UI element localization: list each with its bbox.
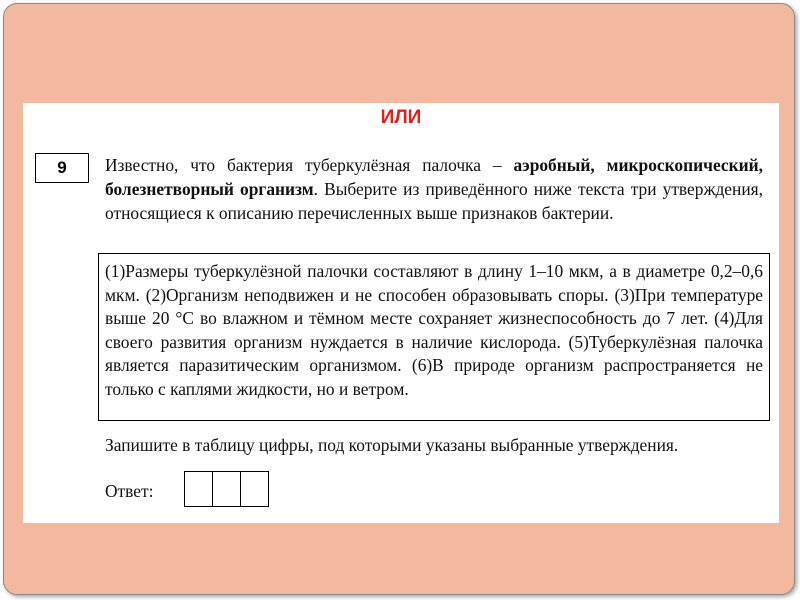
- answer-table: [184, 471, 269, 507]
- answer-cell-3[interactable]: [241, 472, 269, 507]
- slide-frame: [3, 3, 795, 595]
- or-heading: ИЛИ: [380, 107, 422, 128]
- question-text: [105, 153, 763, 225]
- question-text-part1: Известно, что бактерия туберкулёзная палочка –: [105, 155, 514, 175]
- question-text-part2: . Выберите из приведённого ниже текста три утверждения, относящиеся к описанию перечисленных выше признаков бактерии.: [105, 179, 763, 223]
- question-bold-traits: аэробный, микроскопический, болезнетворный организм: [105, 155, 763, 199]
- answer-cell-1[interactable]: [185, 472, 213, 507]
- instruction-text: Запишите в таблицу цифры, под которыми указаны выбранные утверждения.: [105, 435, 679, 455]
- task-sheet: [23, 103, 779, 523]
- answer-label: Ответ:: [105, 481, 154, 501]
- task-number-box: 9: [35, 153, 89, 183]
- answer-cell-2[interactable]: [213, 472, 241, 507]
- statements-box: (1)Размеры туберкулёзной палочки составляют в длину 1–10 мкм, а в диаметре 0,2–0,6 мкм. (2)Организм неподвижен и не способен образовывать споры. (3)При температуре выше 20 °С во влажном и тёмном месте сохраняет жизнеспособность до 7 лет. (4)Для своего развития организм нуждается в наличие кислорода. (5)Туберкулёзная палочка является паразитическим организмом. (6)В природе организм распространяется не только с каплями жидкости, но и ветром.: [98, 253, 770, 421]
